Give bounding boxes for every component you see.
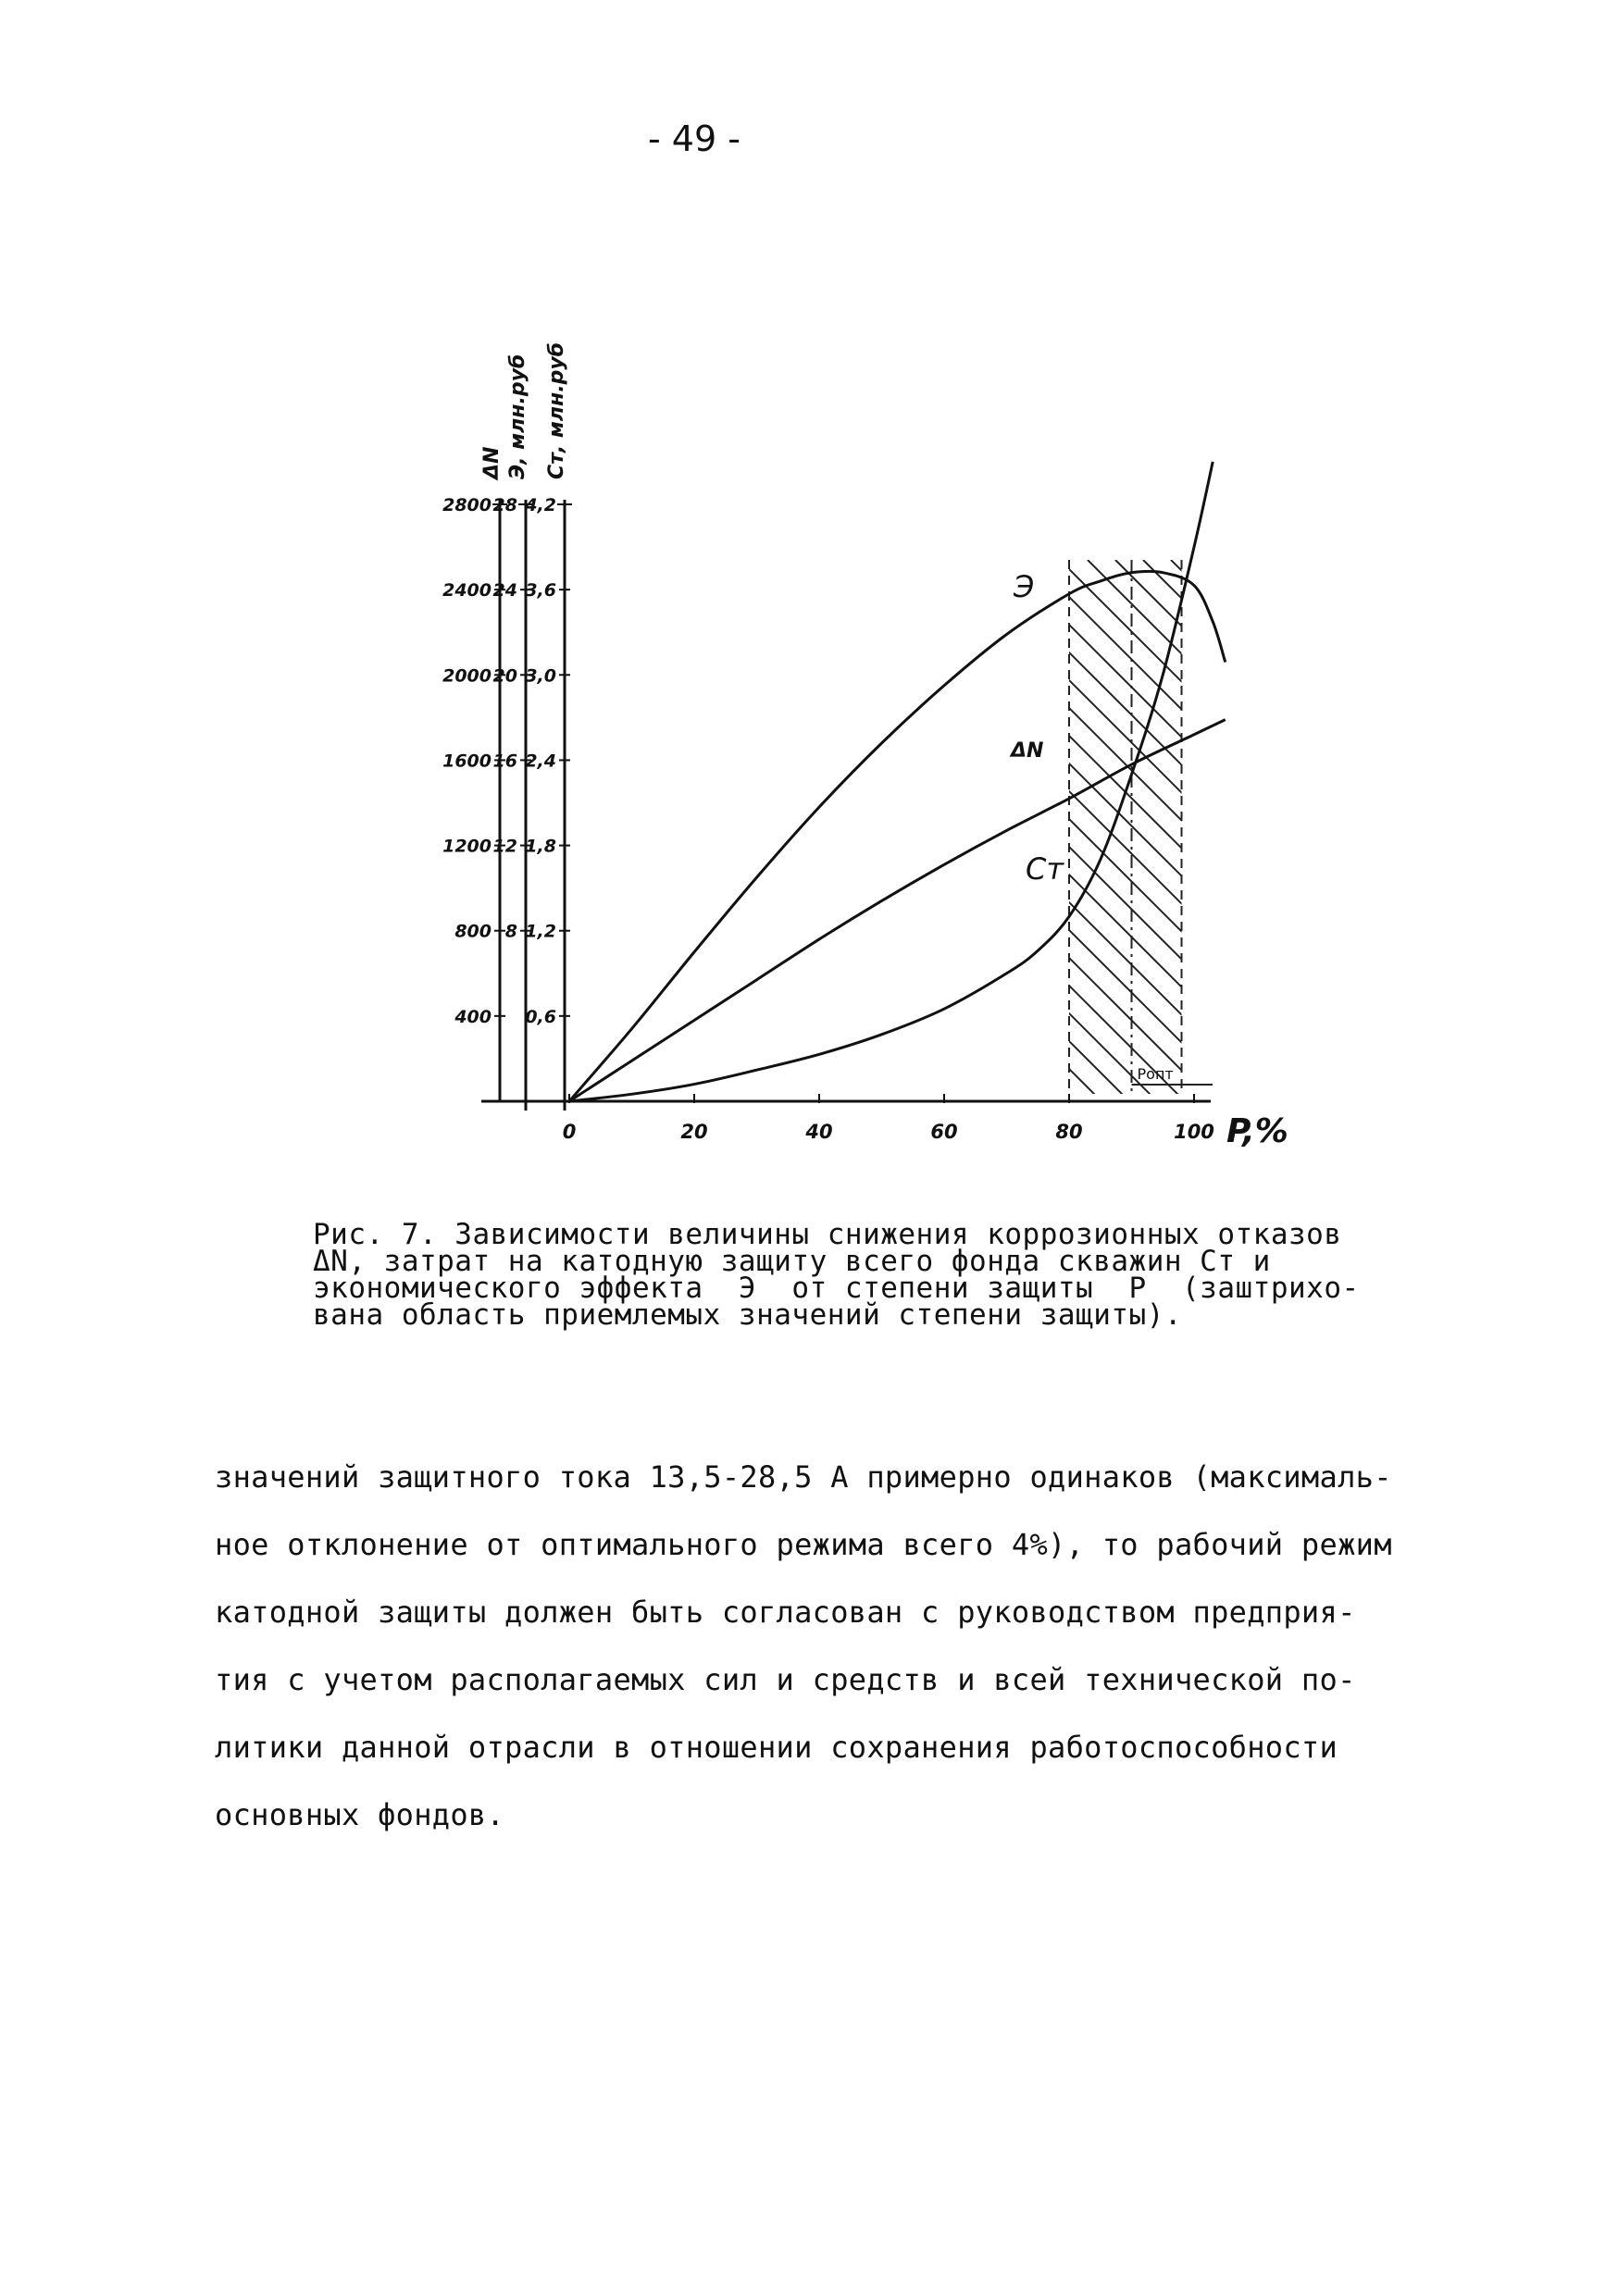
hatch-line bbox=[977, 560, 1618, 1203]
hatch-line bbox=[449, 560, 1097, 1203]
hatch-line bbox=[1115, 560, 1618, 1203]
hatch-line bbox=[1171, 560, 1618, 1203]
body-line: катодной защиты должен быть согласован с руководством предприя- bbox=[215, 1595, 1356, 1630]
hatch-line bbox=[421, 560, 1069, 1203]
caption-line: ΔN, затрат на катодную защиту всего фонда скважин Cт и bbox=[313, 1245, 1271, 1278]
hatch-line bbox=[838, 560, 1486, 1203]
body-line: тия с учетом располагаемых сил и средств и всей технической по- bbox=[215, 1662, 1356, 1697]
shaded-region bbox=[421, 560, 1618, 1203]
body-line: значений защитного тока 13,5-28,5 А примерно одинаков (максималь- bbox=[215, 1459, 1392, 1495]
x-tick-label: 20 bbox=[680, 1121, 708, 1143]
y-tick-label: 3,6 bbox=[525, 580, 556, 602]
hatch-line bbox=[560, 560, 1208, 1203]
x-tick-label: 40 bbox=[805, 1121, 833, 1143]
series-line bbox=[569, 571, 1226, 1101]
hatch-line bbox=[643, 560, 1291, 1203]
page-number: - 49 - bbox=[648, 118, 741, 159]
y-tick-label: 4,2 bbox=[525, 495, 556, 515]
hatch-line bbox=[893, 560, 1541, 1203]
optimum-label: Pопт bbox=[1137, 1065, 1174, 1083]
hatch-line bbox=[1004, 560, 1618, 1203]
hatch-line bbox=[865, 560, 1513, 1203]
x-tick-label: 60 bbox=[930, 1121, 958, 1143]
y-tick-label: 28 bbox=[492, 495, 517, 515]
x-tick-label: 80 bbox=[1055, 1121, 1083, 1143]
body-line: основных фондов. bbox=[215, 1797, 505, 1832]
y-tick-label: 800 bbox=[454, 921, 492, 942]
y-tick-label: 20 bbox=[492, 665, 517, 687]
y-tick-label: 2800 bbox=[442, 495, 492, 515]
y-tick-label: 1,2 bbox=[525, 921, 556, 942]
figure-caption bbox=[313, 1218, 1498, 1332]
hatch-line bbox=[699, 560, 1347, 1203]
hatch-line bbox=[921, 560, 1569, 1203]
y-tick-label: 1200 bbox=[442, 836, 492, 857]
hatch-line bbox=[810, 560, 1458, 1203]
series-label: Cт bbox=[1026, 851, 1064, 887]
caption-line: экономического эффекта Э от степени защиты P (заштрихо- bbox=[313, 1272, 1360, 1305]
y-tick-label: 2000 bbox=[442, 665, 492, 687]
y-tick-label: 2,4 bbox=[525, 751, 556, 772]
hatch-line bbox=[1032, 560, 1618, 1203]
hatching bbox=[421, 560, 1618, 1203]
hatch-line bbox=[1060, 560, 1618, 1203]
chart-labels bbox=[442, 342, 1288, 1150]
y-tick-label: 16 bbox=[492, 751, 517, 772]
hatch-line bbox=[1199, 560, 1618, 1203]
y-tick-label: 3,0 bbox=[525, 665, 556, 687]
hatch-line bbox=[532, 560, 1180, 1203]
caption-line: вана область приемлемых значений степени защиты). bbox=[313, 1298, 1183, 1332]
y-axis-title: Cт, млн.руб bbox=[545, 341, 568, 479]
hatch-line bbox=[1226, 560, 1618, 1203]
x-tick-label: 0 bbox=[562, 1121, 577, 1143]
y-tick-label: 24 bbox=[492, 580, 517, 602]
series bbox=[569, 462, 1226, 1101]
series-label: ΔN bbox=[1011, 739, 1044, 763]
body-line: ное отклонение от оптимального режима всего 4%), то рабочий режим bbox=[215, 1527, 1392, 1562]
body-line: литики данной отрасли в отношении сохранения работоспособности bbox=[215, 1730, 1338, 1765]
y-tick-label: 8 bbox=[504, 921, 517, 942]
y-tick-label: 0,6 bbox=[525, 1006, 556, 1027]
hatch-line bbox=[1143, 560, 1618, 1203]
hatch-line bbox=[671, 560, 1319, 1203]
body-paragraph bbox=[215, 1444, 1492, 1849]
hatch-line bbox=[588, 560, 1236, 1203]
hatch-line bbox=[754, 560, 1402, 1203]
y-tick-label: 12 bbox=[492, 836, 517, 857]
x-tick-label: 100 bbox=[1174, 1121, 1214, 1143]
y-tick-label: 1600 bbox=[442, 751, 492, 772]
y-tick-label: 1,8 bbox=[525, 836, 556, 857]
caption-line: Рис. 7. Зависимости величины снижения коррозионных отказов bbox=[313, 1218, 1342, 1251]
y-tick-label: 2400 bbox=[442, 580, 492, 602]
y-axis-title: ΔN bbox=[480, 446, 504, 479]
y-axis-title: Э, млн.руб bbox=[506, 354, 529, 479]
y-tick-label: 400 bbox=[454, 1006, 492, 1027]
x-axis-title: P,% bbox=[1226, 1112, 1288, 1150]
series-label: Э bbox=[1014, 569, 1035, 604]
hatch-line bbox=[782, 560, 1430, 1203]
